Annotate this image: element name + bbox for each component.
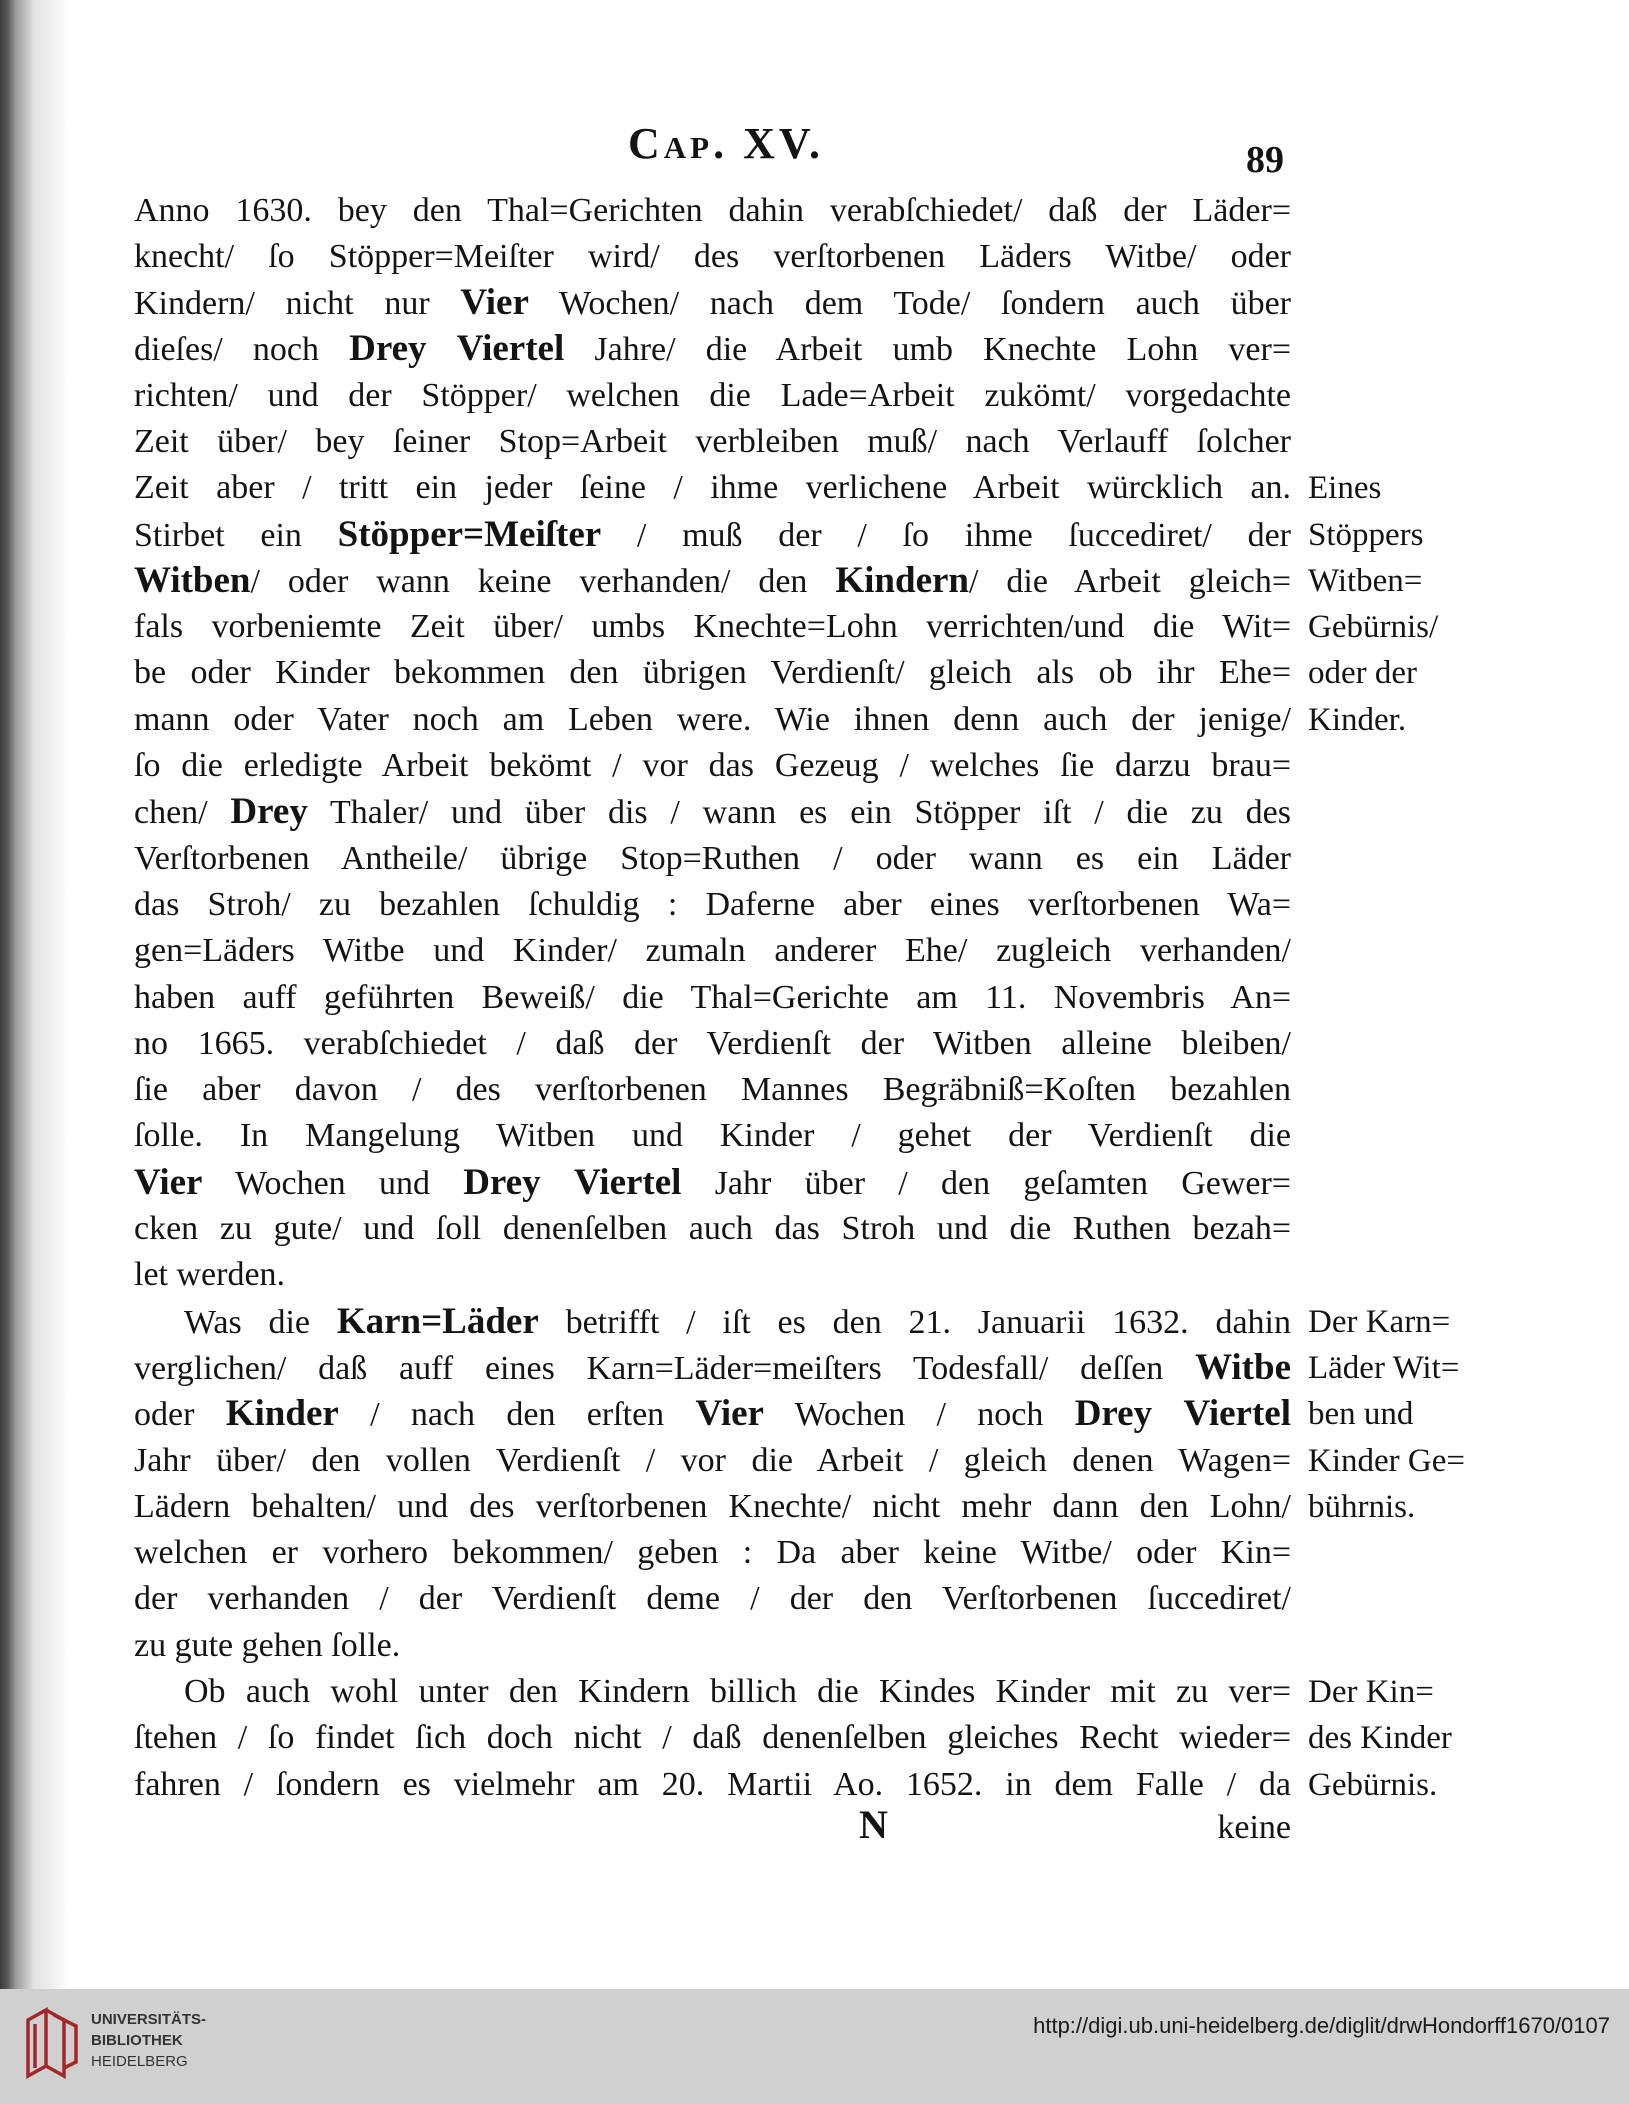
text-run: Wochen und (202, 1164, 464, 1202)
text-line (134, 1484, 1291, 1530)
text-line (134, 1067, 1291, 1113)
text-run: be oder Kinder bekommen den übrigen Verdienſt/ gleich als ob ihr Ehe= (134, 654, 1291, 692)
text-line (134, 1530, 1291, 1576)
text-run: fahren / ſondern es vielmehr am 20. Martii Ao. 1652. in dem Falle / da (134, 1765, 1291, 1803)
text-run: Kindern/ nicht nur (134, 285, 461, 323)
text-line (134, 697, 1291, 743)
library-name-line: HEIDELBERG (91, 2053, 188, 2070)
margin-note-line: des Kinder (1308, 1720, 1452, 1757)
text-line (134, 1762, 1291, 1808)
text-run: Zeit über/ bey ſeiner Stop=Arbeit verbleiben muß/ nach Verlauff ſolcher (134, 422, 1291, 460)
text-run: gen=Läders Witbe und Kinder/ zumaln anderer Ehe/ zugleich verhanden/ (134, 932, 1291, 970)
text-line (134, 1206, 1291, 1252)
text-line (134, 928, 1291, 974)
text-line (134, 789, 1291, 835)
emphasized-word: Vier (460, 282, 529, 324)
margin-note-line: Eines (1308, 470, 1382, 507)
text-line (134, 1576, 1291, 1622)
library-logo-icon (24, 2006, 80, 2080)
text-run: welchen er vorhero bekommen/ geben : Da aber keine Witbe/ oder Kin= (134, 1534, 1291, 1572)
text-line (134, 1021, 1291, 1067)
text-line (134, 1438, 1291, 1484)
text-run: fals vorbeniemte Zeit über/ umbs Knechte=Lohn verrichten/und die Wit= (134, 608, 1291, 646)
text-line (134, 743, 1291, 789)
margin-note-grandchildren (1308, 1669, 1508, 1808)
margin-note-line: Läder Wit= (1308, 1349, 1460, 1386)
text-line (134, 419, 1291, 465)
source-url: http://digi.ub.uni-heidelberg.de/diglit/drwHondorff1670/0107 (1033, 2013, 1610, 2038)
text-run: ſie aber davon / des verſtorbenen Mannes Begräbniß=Koſten bezahlen (134, 1071, 1291, 1109)
margin-note-karn-laeder (1308, 1299, 1508, 1530)
text-run: oder (134, 1396, 226, 1434)
text-run: haben auff geführten Beweiß/ die Thal=Gerichte am 11. Novembris An= (134, 978, 1291, 1016)
text-run: Jahr über / den geſamten Gewer= (681, 1164, 1291, 1202)
text-run: das Stroh/ zu bezahlen ſchuldig : Daferne aber eines verſtorbenen Wa= (134, 885, 1291, 923)
signature-mark: N (859, 1802, 888, 1847)
text-line (134, 1113, 1291, 1159)
emphasized-word: Kinder (225, 1393, 339, 1435)
text-line (134, 1160, 1291, 1206)
text-run: chen/ (134, 794, 231, 832)
text-line (134, 1299, 1291, 1345)
text-run: mann oder Vater noch am Leben were. Wie ihnen denn auch der jenige/ (134, 700, 1291, 738)
text-run: ſo die erledigte Arbeit bekömt / vor das Gezeug / welches ſie darzu brau= (134, 747, 1291, 785)
text-line (134, 836, 1291, 882)
text-line (134, 604, 1291, 650)
margin-note-line: Kinder. (1308, 701, 1407, 738)
text-run: Zeit aber / tritt ein jeder ſeine / ihme verlichene Arbeit würcklich an. (134, 469, 1291, 507)
text-run: richten/ und der Stöpper/ welchen die Lade=Arbeit zukömt/ vorgedachte (134, 376, 1291, 414)
text-run: ſolle. In Mangelung Witben und Kinder / gehet der Verdienſt die (134, 1117, 1291, 1155)
text-run: cken zu gute/ und ſoll denenſelben auch das Stroh und die Ruthen bezah= (134, 1210, 1291, 1248)
catchword: keine (1217, 1809, 1291, 1846)
margin-note-line: Witben= (1308, 562, 1423, 599)
emphasized-word: Drey (230, 791, 308, 833)
margin-note-line: Kinder Ge= (1308, 1442, 1465, 1479)
text-line (134, 1391, 1291, 1437)
text-line (134, 1345, 1291, 1391)
main-text-block (134, 188, 1291, 1808)
text-line (134, 1623, 1291, 1669)
text-run: / die Arbeit gleich= (969, 562, 1292, 600)
text-run: Stirbet ein (134, 516, 338, 554)
emphasized-word: Vier (695, 1393, 764, 1435)
text-line (134, 1252, 1291, 1298)
text-line (134, 882, 1291, 928)
margin-note-line: Der Karn= (1308, 1303, 1451, 1340)
library-name-line: UNIVERSITÄTS- (91, 2011, 207, 2028)
margin-note-line: ben und (1308, 1396, 1414, 1433)
margin-note-line: bührnis. (1308, 1488, 1416, 1525)
text-run: verglichen/ daß auff eines Karn=Läder=meiſters Todesfall/ deſſen (134, 1349, 1196, 1387)
emphasized-word: Drey Viertel (349, 328, 565, 370)
text-run: knecht/ ſo Stöpper=Meiſter wird/ des verſtorbenen Läders Witbe/ oder (134, 237, 1291, 275)
text-line (134, 280, 1291, 326)
text-line (134, 1669, 1291, 1715)
text-run: Verſtorbenen Antheile/ übrige Stop=Ruthen / oder wann es ein Läder (134, 839, 1291, 877)
text-run: Thaler/ und über dis / wann es ein Stöpper iſt / die zu des (307, 794, 1291, 832)
footer-bar (0, 1989, 1629, 2104)
emphasized-word: Drey Viertel (463, 1161, 682, 1203)
text-run: Wochen / noch (763, 1396, 1075, 1434)
text-run: / oder wann keine verhanden/ den (250, 562, 836, 600)
running-head: Cap. XV. (628, 119, 824, 168)
text-line (134, 234, 1291, 280)
text-line (134, 512, 1291, 558)
margin-note-stoppers-widow (1308, 465, 1508, 743)
text-run: Wochen/ nach dem Tode/ ſondern auch über (528, 285, 1291, 323)
text-run: Was die (184, 1303, 337, 1341)
text-run: ſtehen / ſo findet ſich doch nicht / daß denenſelben gleiches Recht wieder= (134, 1719, 1291, 1757)
text-run: Lädern behalten/ und des verſtorbenen Knechte/ nicht mehr dann den Lohn/ (134, 1487, 1291, 1525)
text-run: Jahre/ die Arbeit umb Knechte Lohn ver= (564, 331, 1292, 369)
text-run: betrifft / iſt es den 21. Januarii 1632. dahin (538, 1303, 1291, 1341)
emphasized-word: Stöpper=Meiſter (337, 513, 602, 555)
text-run: Anno 1630. bey den Thal=Gerichten dahin verabſchiedet/ daß der Läder= (134, 191, 1291, 229)
margin-note-line: oder der (1308, 655, 1418, 692)
text-run: der verhanden / der Verdienſt deme / der den Verſtorbenen ſuccediret/ (134, 1580, 1291, 1618)
text-line (134, 1715, 1291, 1761)
margin-note-line: Der Kin= (1308, 1674, 1434, 1711)
text-line (134, 975, 1291, 1021)
text-line (134, 465, 1291, 511)
scan-edge-shadow (0, 0, 70, 1989)
text-run: Jahr über/ den vollen Verdienſt / vor die Arbeit / gleich denen Wagen= (134, 1441, 1291, 1479)
emphasized-word: Drey Viertel (1074, 1393, 1291, 1435)
text-line (134, 188, 1291, 234)
text-run: / nach den erſten (338, 1396, 696, 1434)
emphasized-word: Witben (134, 559, 251, 601)
text-run: / muß der / ſo ihme ſuccediret/ der (601, 516, 1291, 554)
margin-note-line: Stöppers (1308, 516, 1424, 553)
emphasized-word: Witbe (1195, 1346, 1291, 1388)
emphasized-word: Kindern (835, 559, 969, 601)
library-name-line: BIBLIOTHEK (91, 2032, 183, 2049)
page-number: 89 (1246, 139, 1284, 181)
text-line (134, 373, 1291, 419)
margin-note-line: Gebürnis. (1308, 1766, 1438, 1803)
text-run: no 1665. verabſchiedet / daß der Verdienſt der Witben alleine bleiben/ (134, 1024, 1291, 1062)
emphasized-word: Karn=Läder (336, 1300, 539, 1342)
margin-note-line: Gebürnis/ (1308, 609, 1439, 646)
text-run: zu gute gehen ſolle. (134, 1626, 401, 1664)
library-name (91, 2009, 206, 2072)
text-run: let werden. (134, 1256, 286, 1294)
text-line (134, 650, 1291, 696)
text-run: dieſes/ noch (134, 331, 350, 369)
text-line (134, 326, 1291, 372)
text-line (134, 558, 1291, 604)
text-run: Ob auch wohl unter den Kindern billich die Kindes Kinder mit zu ver= (184, 1673, 1291, 1710)
emphasized-word: Vier (134, 1161, 203, 1203)
